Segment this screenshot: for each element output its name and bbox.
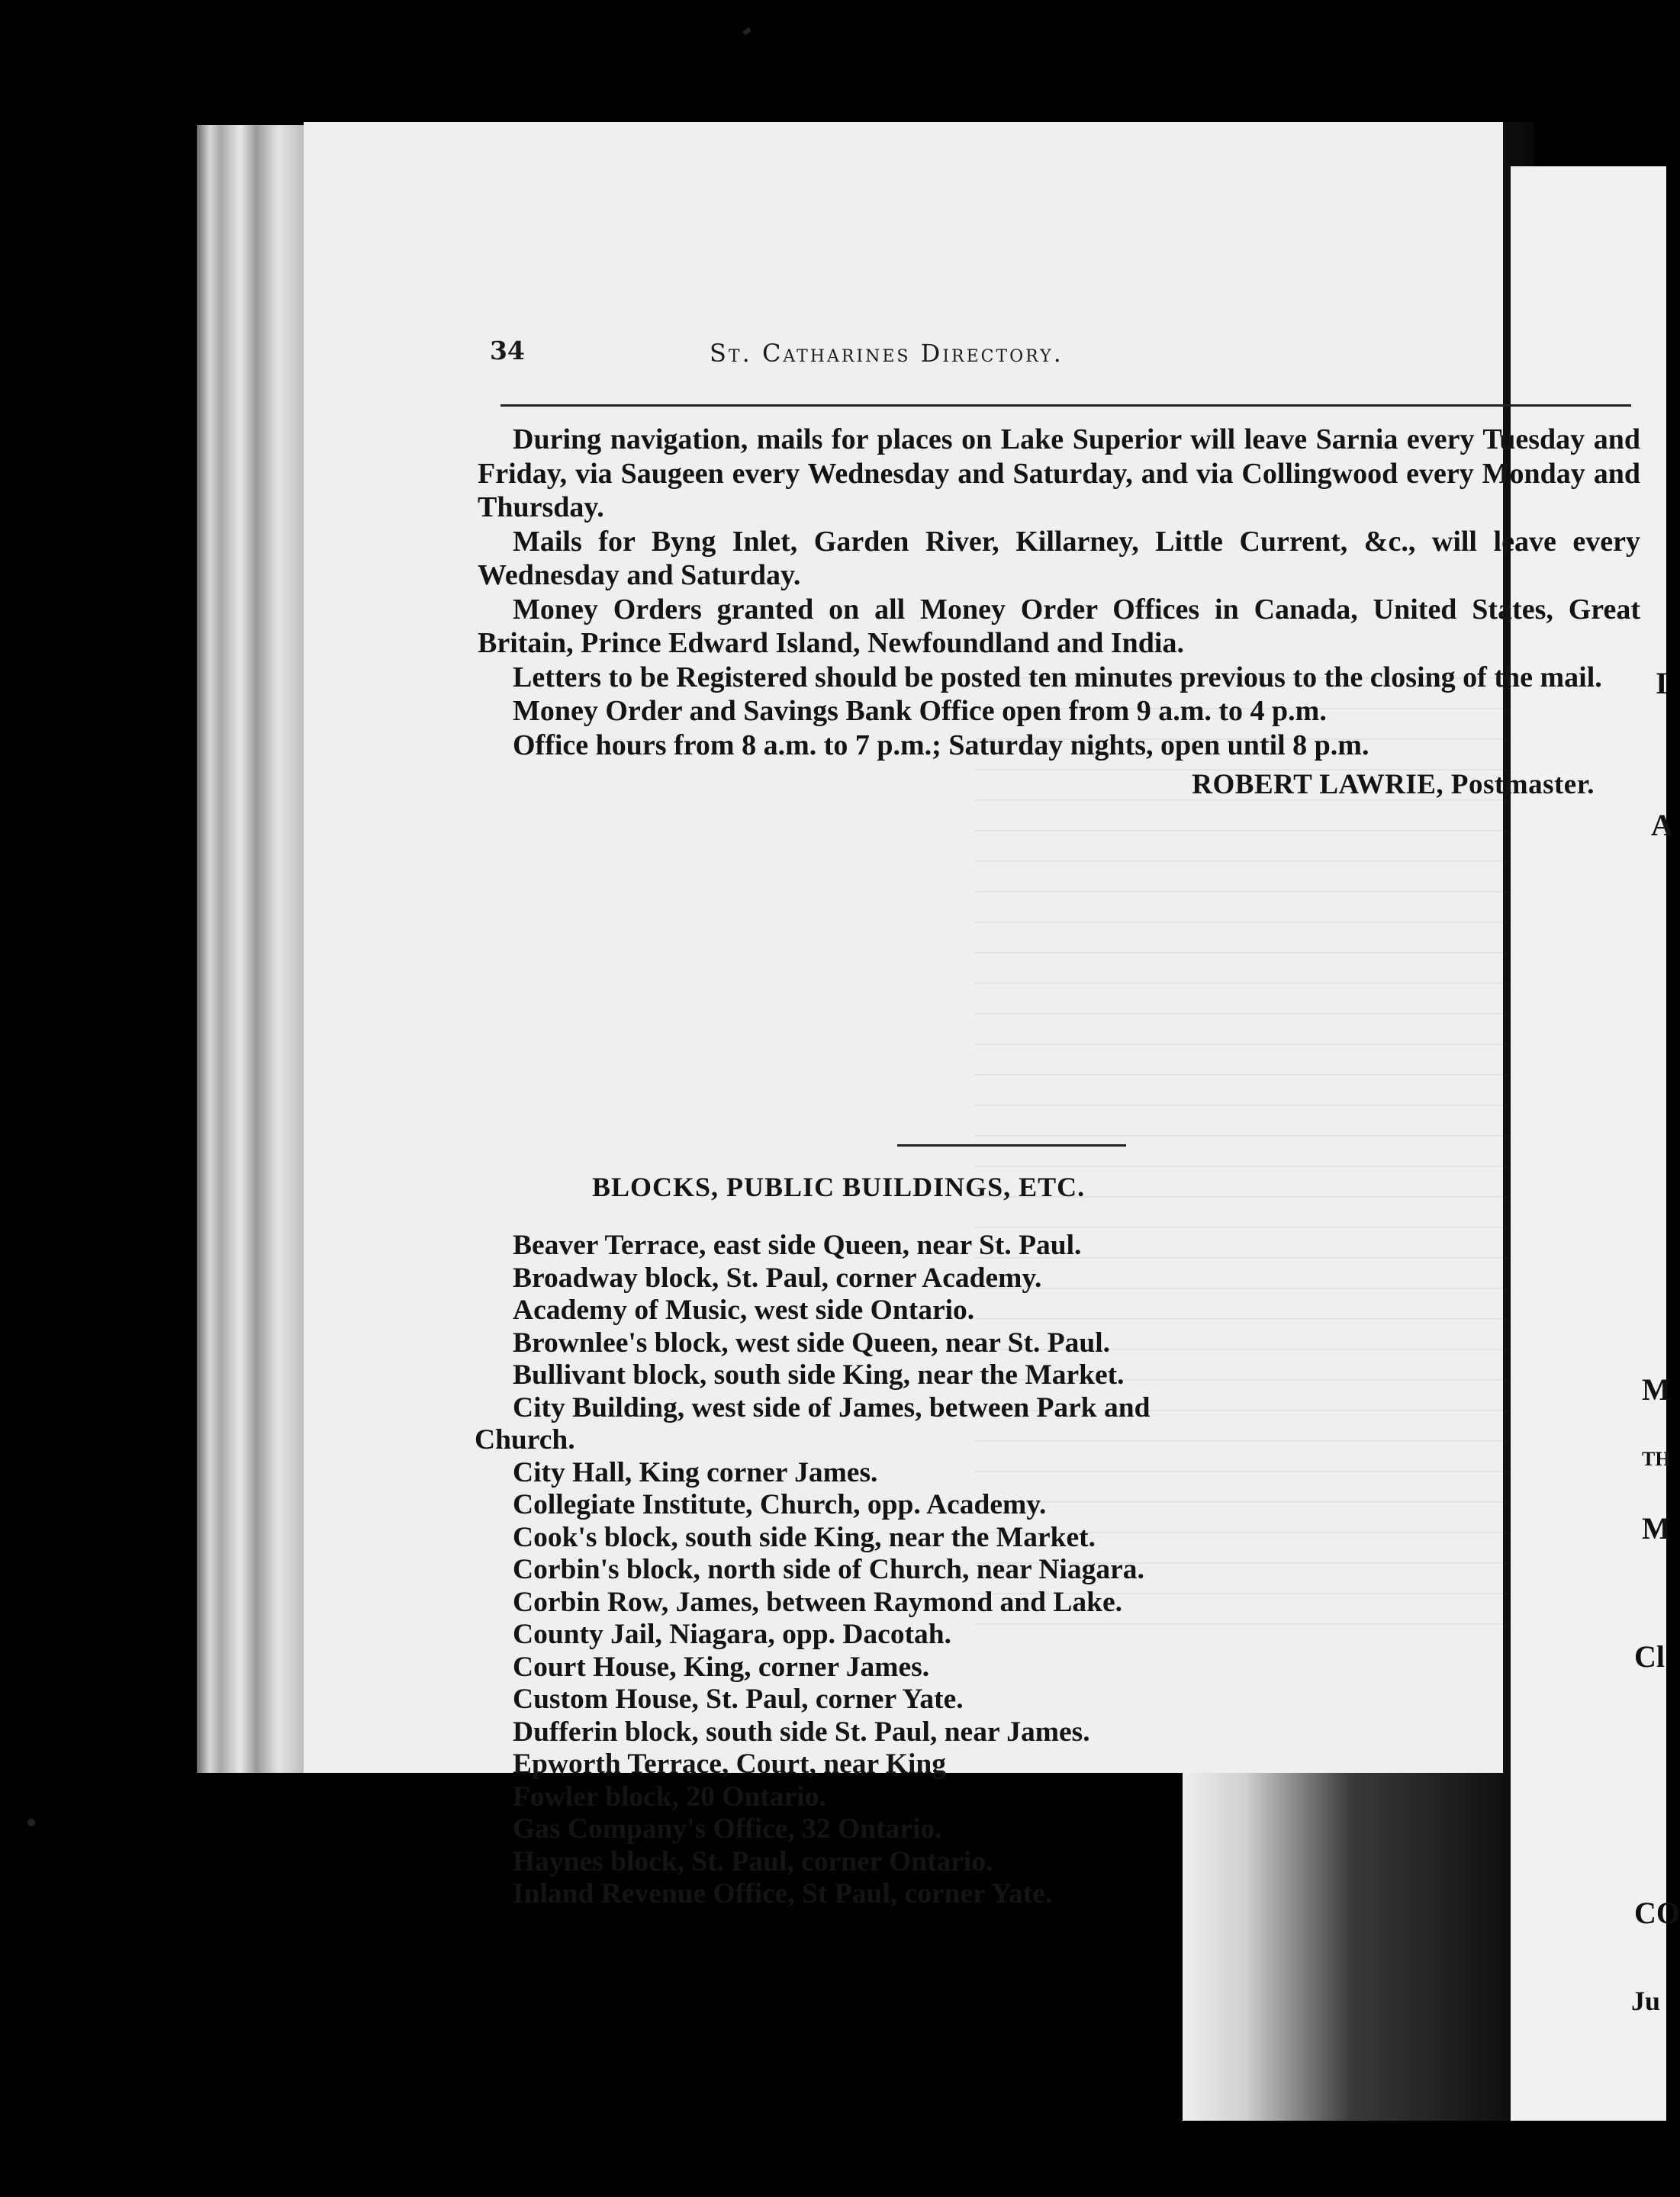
list-item: Cook's block, south side King, near the Market. xyxy=(513,1521,1096,1553)
facing-fragment: CO xyxy=(1634,1896,1680,1930)
paragraph: Money Order and Savings Bank Office open from 9 a.m. to 4 p.m. xyxy=(513,695,1327,727)
list-item: Broadway block, St. Paul, corner Academy. xyxy=(513,1262,1042,1294)
list-item: Haynes block, St. Paul, corner Ontario. xyxy=(513,1845,993,1877)
list-item: County Jail, Niagara, opp. Dacotah. xyxy=(513,1619,952,1650)
list-item: Custom House, St. Paul, corner Yate. xyxy=(513,1684,964,1715)
facing-fragment: M xyxy=(1642,1372,1671,1407)
running-title: St. Catharines Directory. xyxy=(710,339,1064,368)
list-item: Academy of Music, west side Ontario. xyxy=(513,1295,975,1326)
paragraph: Mails for Byng Inlet, Garden River, Killarney, Little Current, &c., will leave every Wednesday and Saturday. xyxy=(478,525,1640,591)
dust-mark xyxy=(742,27,751,36)
directory-page xyxy=(304,122,1640,1909)
page-edges xyxy=(197,125,305,1773)
header-rule xyxy=(500,404,1631,407)
facing-fragment: M xyxy=(1642,1511,1671,1546)
facing-fragment: TH xyxy=(1642,1448,1671,1470)
paragraph: Money Orders granted on all Money Order Offices in Canada, United States, Great Britain, Prince Edward Island, Newfoundland and India. xyxy=(478,593,1640,659)
list-item: Inland Revenue Office, St Paul, corner Yate. xyxy=(513,1878,1053,1909)
page-header xyxy=(490,336,1631,374)
postmaster-signature: ROBERT LAWRIE, Postmaster. xyxy=(1192,769,1595,800)
list-item: Collegiate Institute, Church, opp. Academy. xyxy=(513,1489,1047,1520)
paragraph: Letters to be Registered should be posted ten minutes previous to the closing of the mail. xyxy=(513,661,1602,693)
section-heading: BLOCKS, PUBLIC BUILDINGS, ETC. xyxy=(592,1172,1086,1202)
list-item: Court House, King, corner James. xyxy=(513,1651,930,1683)
dust-mark xyxy=(27,1819,35,1826)
facing-fragment: Cl xyxy=(1634,1639,1665,1674)
section-divider xyxy=(897,1144,1126,1147)
page-number: 34 xyxy=(490,336,525,365)
facing-fragment: I xyxy=(1656,666,1668,700)
list-item: City Hall, King corner James. xyxy=(513,1456,878,1488)
list-item: Bullivant block, south side King, near the Market. xyxy=(513,1359,1125,1391)
list-item: Dufferin block, south side St. Paul, near James. xyxy=(513,1716,1090,1748)
buildings-list xyxy=(475,1230,1649,1911)
list-item: City Building, west side of James, between Park and xyxy=(513,1391,1151,1423)
list-item: Gas Company's Office, 32 Ontario. xyxy=(513,1813,942,1845)
paragraph: Office hours from 8 a.m. to 7 p.m.; Saturday nights, open until 8 p.m. xyxy=(513,729,1369,761)
list-item: Beaver Terrace, east side Queen, near St. Paul. xyxy=(513,1230,1082,1261)
list-item: Corbin Row, James, between Raymond and Lake. xyxy=(513,1586,1123,1618)
list-item-continuation: Church. xyxy=(475,1424,575,1456)
list-item: Fowler block, 20 Ontario. xyxy=(513,1780,826,1813)
paragraph: During navigation, mails for places on Lake Superior will leave Sarnia every Tuesday and Friday, via Saugeen every Wednesday and Saturday, and via Collingwood every Monday and Thursday. xyxy=(478,423,1640,523)
list-item: Epworth Terrace, Court, near King xyxy=(513,1748,947,1780)
list-item: Brownlee's block, west side Queen, near St. Paul. xyxy=(513,1327,1111,1359)
list-item: Corbin's block, north side of Church, near Niagara. xyxy=(513,1554,1144,1585)
post-office-notices xyxy=(478,423,1640,803)
facing-fragment: A xyxy=(1651,808,1673,842)
facing-fragment: Ju xyxy=(1631,1986,1661,2016)
